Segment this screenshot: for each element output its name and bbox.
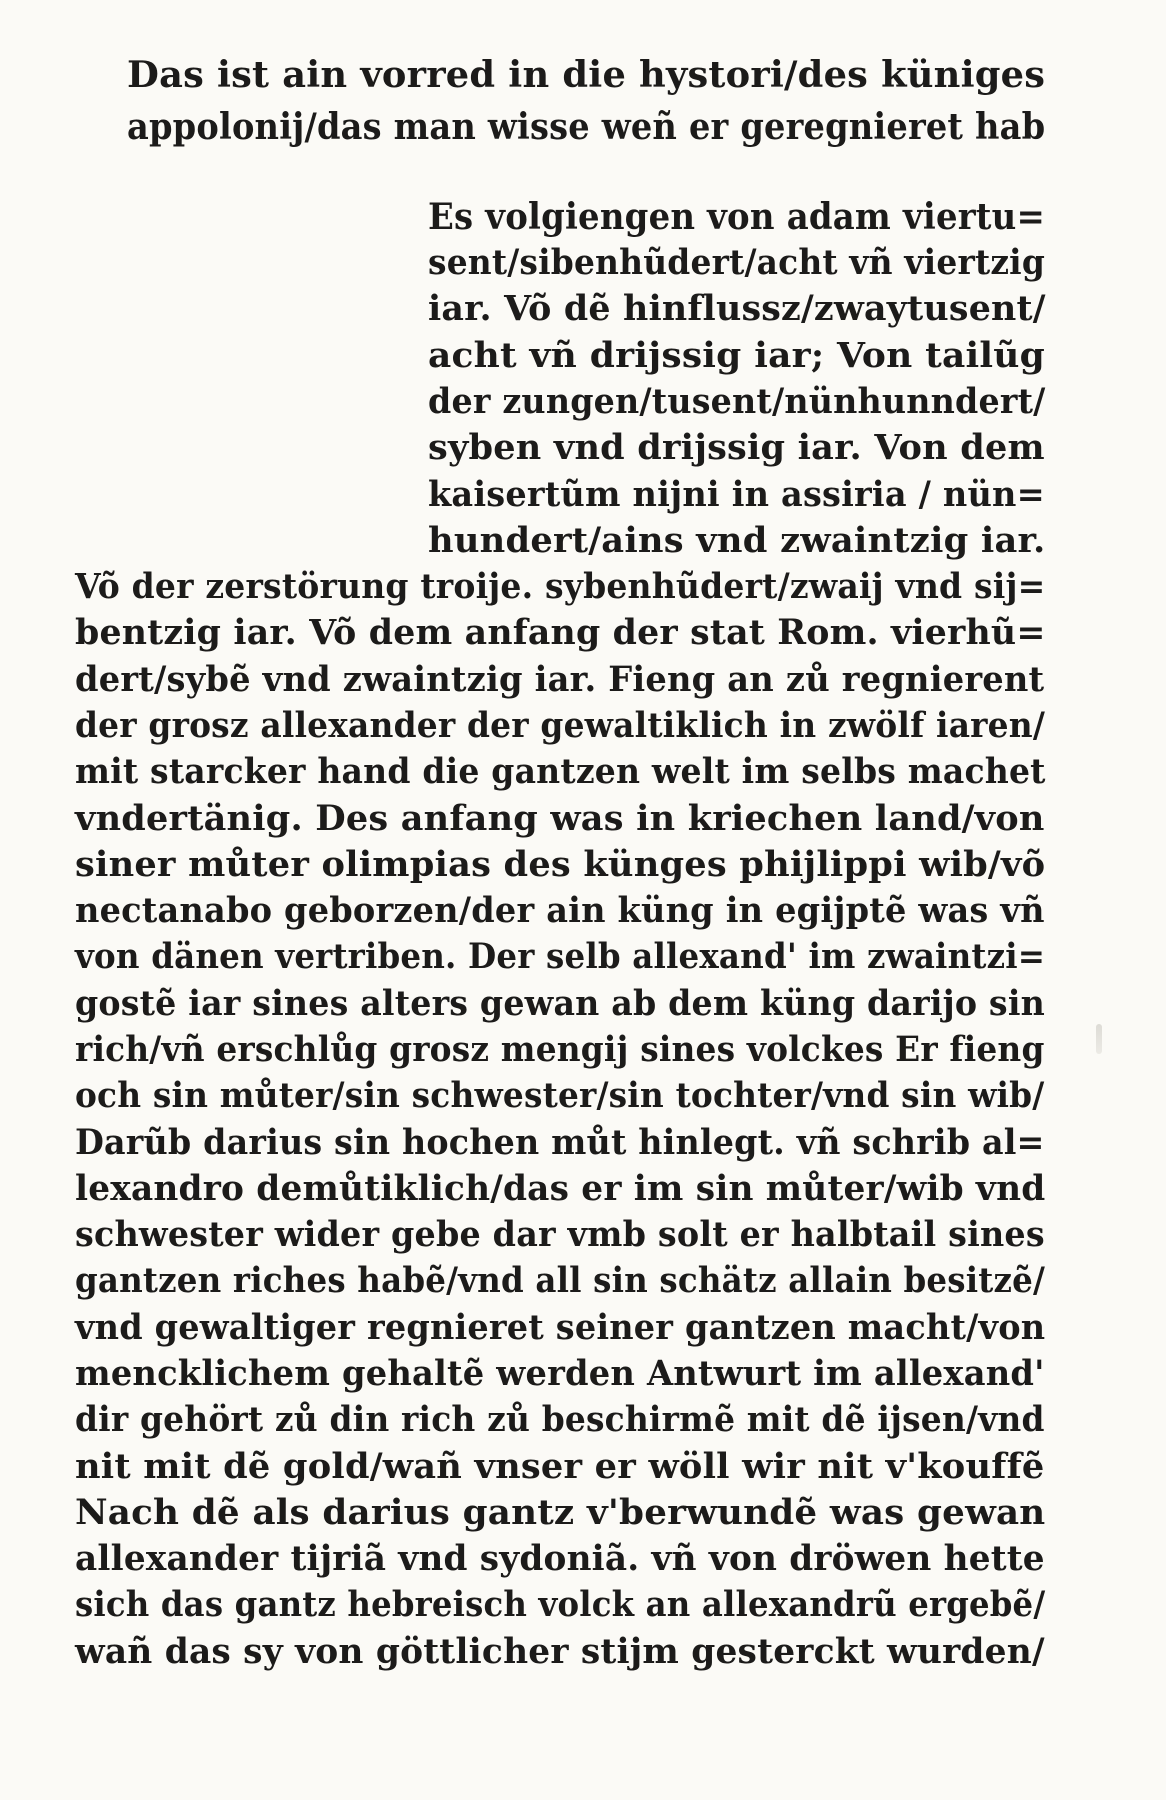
body-line: kaisertũm nijni in assiria / nün= <box>428 474 1045 515</box>
paper-blemish <box>1096 1024 1102 1054</box>
body-line: der zungen/tusent/nünhunndert/ <box>428 381 1046 422</box>
body-line: von dänen vertriben. Der selb allexand' im zwaintzi= <box>75 936 1046 977</box>
body-line: schwester wider gebe dar vmb solt er halbtail sines <box>75 1214 1045 1255</box>
body-line: dir gehört zů din rich zů beschirmẽ mit dẽ ijsen/vnd <box>75 1399 1045 1440</box>
body-line: siner můter olimpias des künges phijlippi wib/võ <box>75 844 1046 885</box>
body-line: lexandro demůtiklich/das er im sin můter/wib vnd <box>75 1168 1046 1209</box>
body-line: bentzig iar. Võ dem anfang der stat Rom. vierhũ= <box>75 612 1046 653</box>
body-line: wañ das sy von göttlicher stijm gesterckt wurden/ <box>75 1631 1045 1672</box>
body-line: Darũb darius sin hochen můt hinlegt. vñ schrib al= <box>75 1122 1045 1163</box>
body-line: sich das gantz hebreisch volck an allexandrũ ergebẽ/ <box>75 1584 1046 1625</box>
body-line: och sin můter/sin schwester/sin tochter/vnd sin wib/ <box>75 1075 1045 1116</box>
body-line: iar. Võ dẽ hinflussz/zwaytusent/ <box>428 288 1046 329</box>
body-line: vnd gewaltiger regnieret seiner gantzen macht/von <box>75 1307 1046 1348</box>
heading-line: Das ist ain vorred in die hystori/des küniges <box>127 54 1046 96</box>
body-line: Es volgiengen von adam viertu= <box>428 196 1046 238</box>
body-line: gantzen riches habẽ/vnd all sin schätz allain besitzẽ/ <box>75 1260 1045 1301</box>
body-line: sent/sibenhũdert/acht vñ viertzig <box>428 242 1046 283</box>
body-line: nectanabo geborzen/der ain küng in egijptẽ was vñ <box>75 890 1045 931</box>
body-line: Nach dẽ als darius gantz v'berwundẽ was gewan <box>75 1492 1046 1533</box>
body-line: nit mit dẽ gold/wañ vnser er wöll wir nit v'kouffẽ <box>75 1446 1045 1487</box>
body-line: mit starcker hand die gantzen welt im selbs machet <box>75 751 1046 792</box>
body-line: der grosz allexander der gewaltiklich in zwölf iaren/ <box>75 705 1046 746</box>
body-line: syben vnd drijssig iar. Von dem <box>428 427 1045 468</box>
body-line: mencklichem gehaltẽ werden Antwurt im allexand' <box>75 1353 1045 1394</box>
body-line: Võ der zerstörung troije. sybenhũdert/zwaij vnd sij= <box>75 566 1046 607</box>
body-line: vndertänig. Des anfang was in kriechen land/von <box>75 798 1045 839</box>
body-line: hundert/ains vnd zwaintzig iar. <box>428 520 1046 561</box>
body-line: rich/vñ erschlůg grosz mengij sines volckes Er fieng <box>75 1029 1045 1070</box>
body-line: dert/sybẽ vnd zwaintzig iar. Fieng an zů regnierent <box>75 659 1045 700</box>
body-line: allexander tijriã vnd sydoniã. vñ von dröwen hette <box>75 1538 1045 1579</box>
body-line: gostẽ iar sines alters gewan ab dem küng darijo sin <box>75 983 1045 1024</box>
heading-line: appolonij/das man wisse weñ er geregnieret hab <box>127 106 1046 148</box>
body-line: acht vñ drijssig iar; Von tailũg <box>428 335 1045 376</box>
